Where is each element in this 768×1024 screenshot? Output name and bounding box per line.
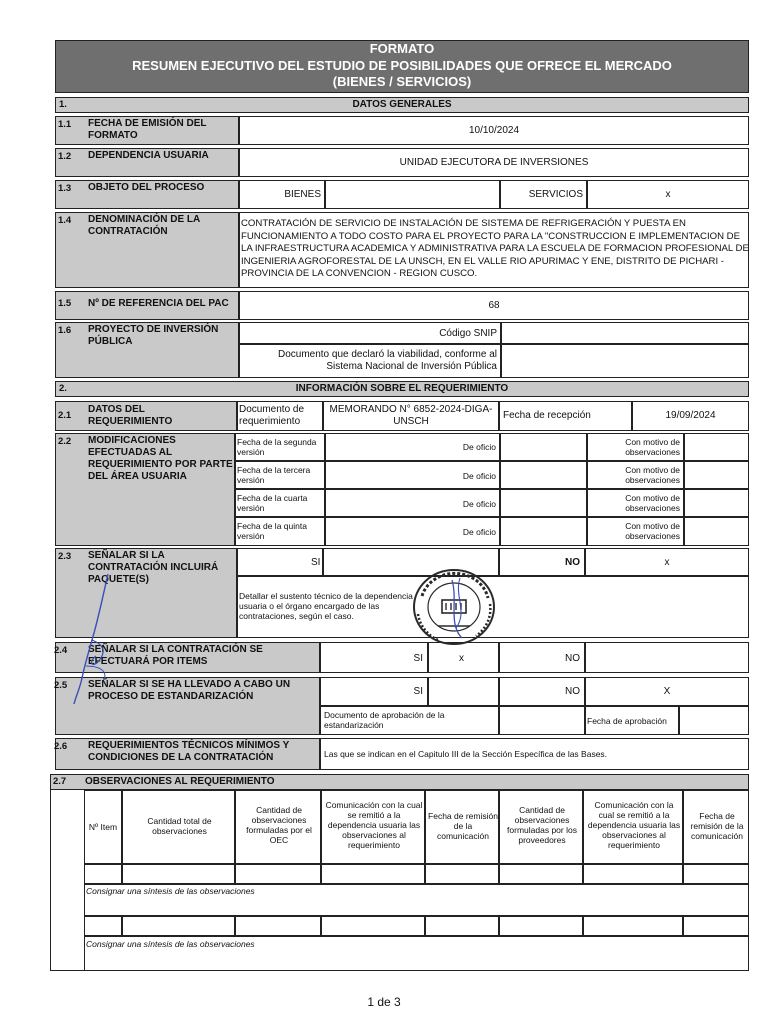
version-2-fecha-field[interactable] <box>500 433 587 461</box>
paquete-no-mark-cell[interactable] <box>585 548 749 576</box>
fecha-recepcion-value: 19/09/2024 <box>665 410 716 421</box>
row-2-5-number: 2.5 <box>54 680 68 691</box>
col-header-oec-text: Cantidad de observaciones formuladas por el OEC <box>246 805 312 845</box>
pac-value: 68 <box>488 300 500 311</box>
fecha-emision-field <box>239 116 749 145</box>
items-label: SEÑALAR SI LA CONTRATACIÓN SE EFECTUARÁ POR ITEMS <box>88 644 263 667</box>
bienes-cell <box>239 180 325 209</box>
dependencia-value: UNIDAD EJECUTORA DE INVERSIONES <box>399 157 589 168</box>
row-2-2-label <box>55 433 235 546</box>
pac-label: Nº DE REFERENCIA DEL PAC <box>88 298 229 309</box>
row-2-comunicacion-2[interactable] <box>583 916 683 936</box>
row-2-proveedores[interactable] <box>499 916 583 936</box>
row-1-synthesis-text: Consignar una síntesis de las observaciones <box>86 886 255 896</box>
version-3-oficio-cell[interactable] <box>325 461 500 489</box>
viabilidad-field[interactable] <box>501 344 749 378</box>
fecha-recepcion-label-cell <box>499 401 632 431</box>
snip-label-cell <box>239 322 501 344</box>
viabilidad-label: Documento que declaró la viabilidad, conforme al Sistema Nacional de Inversión Pública <box>277 349 497 372</box>
servicios-label: SERVICIOS <box>528 189 583 200</box>
snip-label: Código SNIP <box>439 328 497 339</box>
estandarizacion-si-mark-cell[interactable] <box>428 677 499 706</box>
row-1-fecha-2[interactable] <box>683 864 749 884</box>
row-1-1-number: 1.1 <box>58 119 72 130</box>
row-2-3-number: 2.3 <box>58 551 72 562</box>
fecha-aprobacion-cell <box>585 706 679 735</box>
estandarizacion-doc-cell <box>320 706 499 735</box>
row-2-fecha-1[interactable] <box>425 916 499 936</box>
items-no-label: NO <box>565 653 580 664</box>
version-2-motivo-cell <box>587 433 684 461</box>
documento-requerimiento-field <box>323 401 499 431</box>
estandarizacion-doc-label: Documento de aprobación de la estandarización <box>324 710 445 730</box>
row-2-7-header <box>50 774 749 790</box>
estandarizacion-doc-field[interactable] <box>499 706 585 735</box>
row-2-4-number: 2.4 <box>54 645 68 656</box>
row-1-5-number: 1.5 <box>58 298 72 309</box>
row-2-item[interactable] <box>84 916 122 936</box>
denominacion-field <box>239 212 749 288</box>
version-4-oficio-cell[interactable] <box>325 489 500 517</box>
proyecto-label: PROYECTO DE INVERSIÓN PÚBLICA <box>88 324 219 347</box>
row-2-fecha-2[interactable] <box>683 916 749 936</box>
objeto-label: OBJETO DEL PROCESO <box>88 182 205 193</box>
row-1-proveedores[interactable] <box>499 864 583 884</box>
row-2-total[interactable] <box>122 916 235 936</box>
col-header-total <box>122 790 235 864</box>
row-2-7-number: 2.7 <box>53 776 67 787</box>
estandarizacion-no-label: NO <box>565 686 580 697</box>
col-header-proveedores-text: Cantidad de observaciones formuladas por los proveedores <box>507 805 577 845</box>
row-1-5-label <box>55 291 239 320</box>
modificaciones-label: MODIFICACIONES EFECTUADAS AL REQUERIMIENTO POR PARTE DEL ÁREA USUARIA <box>88 435 233 482</box>
row-2-comunicacion-1[interactable] <box>321 916 425 936</box>
version-3-fecha-field[interactable] <box>500 461 587 489</box>
row-2-oec[interactable] <box>235 916 321 936</box>
row-1-comunicacion-2[interactable] <box>583 864 683 884</box>
row-1-6-label <box>55 322 239 378</box>
row-1-2-label <box>55 148 239 177</box>
datos-requerimiento-label: DATOS DEL REQUERIMIENTO <box>88 404 173 427</box>
section-1-number: 1. <box>59 99 67 110</box>
version-5-motivo: Con motivo de observaciones <box>625 521 680 541</box>
version-5-fecha-field[interactable] <box>500 517 587 546</box>
row-1-synthesis[interactable] <box>84 884 749 916</box>
version-3-motivo-cell <box>587 461 684 489</box>
version-2-oficio: De oficio <box>462 442 496 452</box>
section-1-title: DATOS GENERALES <box>352 99 452 110</box>
version-2-oficio-cell[interactable] <box>325 433 500 461</box>
documento-requerimiento-value: MEMORANDO N° 6852-2024-DIGA-UNSCH <box>329 404 493 427</box>
version-2-label: Fecha de la segunda versión <box>237 437 317 457</box>
version-5-oficio-cell[interactable] <box>325 517 500 546</box>
items-no-cell <box>499 642 585 673</box>
row-1-comunicacion-1[interactable] <box>321 864 425 884</box>
version-4-oficio: De oficio <box>462 499 496 509</box>
row-1-4-label <box>55 212 239 288</box>
version-3-motivo: Con motivo de observaciones <box>625 465 680 485</box>
fecha-emision-value: 10/10/2024 <box>468 125 520 136</box>
estandarizacion-si-cell <box>320 677 428 706</box>
requerimientos-tecnicos-field <box>320 738 749 770</box>
estandarizacion-no-mark-cell[interactable] <box>585 677 749 706</box>
section-2-header <box>55 381 749 397</box>
row-2-2-number: 2.2 <box>58 436 72 447</box>
servicios-mark-cell[interactable] <box>587 180 749 209</box>
dependencia-field <box>239 148 749 177</box>
col-header-comunicacion-2 <box>583 790 683 864</box>
version-4-motivo: Con motivo de observaciones <box>625 493 680 513</box>
items-si-mark: x <box>459 653 464 664</box>
paquete-detalle-text: Detallar el sustento técnico de la dependencia usuaria o el órgano encargado de las contrataciones, según el caso. <box>239 591 413 621</box>
version-5-motivo-cell <box>587 517 684 546</box>
estandarizacion-no-mark: X <box>663 686 671 697</box>
servicios-mark: x <box>665 189 671 200</box>
row-2-1-label <box>55 401 237 431</box>
row-1-oec[interactable] <box>235 864 321 884</box>
estandarizacion-label: SEÑALAR SI SE HA LLEVADO A CABO UN PROCESO DE ESTANDARIZACIÓN <box>88 679 291 702</box>
version-2-motivo-field[interactable] <box>684 433 749 461</box>
col-header-fecha-1-text: Fecha de remisión de la comunicación <box>428 811 498 841</box>
pac-field <box>239 291 749 320</box>
version-3-motivo-field[interactable] <box>684 461 749 489</box>
version-5-label-cell <box>235 517 325 546</box>
section-2-number: 2. <box>59 383 67 394</box>
row-1-item[interactable] <box>84 864 122 884</box>
row-2-6-label <box>55 738 320 770</box>
col-header-oec <box>235 790 321 864</box>
row-1-3-number: 1.3 <box>58 183 72 194</box>
version-3-label: Fecha de la tercera versión <box>237 465 311 485</box>
fecha-recepcion-field <box>632 401 749 431</box>
paquete-label: SEÑALAR SI LA CONTRATACIÓN INCLUIRÁ PAQUETE(S) <box>88 550 219 585</box>
row-1-total[interactable] <box>122 864 235 884</box>
version-4-fecha-field[interactable] <box>500 489 587 517</box>
version-5-label: Fecha de la quinta versión <box>237 521 307 541</box>
row-2-1-number: 2.1 <box>58 410 72 421</box>
paquete-no-label: NO <box>565 557 580 568</box>
version-4-motivo-cell <box>587 489 684 517</box>
items-si-label: SI <box>413 653 423 664</box>
observaciones-label: OBSERVACIONES AL REQUERIMIENTO <box>85 776 275 787</box>
version-2-motivo: Con motivo de observaciones <box>625 437 680 457</box>
documento-requerimiento-label-cell <box>237 401 323 431</box>
col-header-fecha-1 <box>425 790 499 864</box>
row-1-fecha-1[interactable] <box>425 864 499 884</box>
version-2-label-cell <box>235 433 325 461</box>
row-1-6-number: 1.6 <box>58 325 72 336</box>
documento-requerimiento-label: Documento de requerimiento <box>239 404 305 427</box>
document-header <box>55 40 749 93</box>
col-header-comunicacion-2-text: Comunicación con la cual se remitió a la dependencia usuaria las observaciones al requerimiento <box>587 800 681 850</box>
col-header-fecha-2 <box>683 790 749 864</box>
bienes-mark-cell[interactable] <box>325 180 500 209</box>
row-1-4-number: 1.4 <box>58 215 72 226</box>
header-line-3: (BIENES / SERVICIOS) <box>332 74 472 89</box>
requerimientos-tecnicos-value: Las que se indican en el Capitulo III de la Sección Específica de las Bases. <box>324 749 608 759</box>
page-number: 1 de 3 <box>367 995 401 1009</box>
fecha-aprobacion-field[interactable] <box>679 706 749 735</box>
version-3-oficio: De oficio <box>462 471 496 481</box>
estandarizacion-si-label: SI <box>413 686 423 697</box>
paquete-si-label: SI <box>311 557 321 568</box>
row-2-synthesis-text: Consignar una síntesis de las observaciones <box>86 939 255 949</box>
denominacion-value: CONTRATACIÓN DE SERVICIO DE INSTALACIÓN DE SISTEMA DE REFRIGERACIÓN Y PUESTA EN FUNCIONAMIENTO A TODO COSTO PARA EL PROYECTO PARA LA "CONSTRUCCION E IMPLEMENTACION DE LA INFRAESTRUCTURA ACADEMICA Y ADMINISTRATIVA PARA LA ESCUELA DE FORMACION PROFESIONAL DE INGENIERIA AGROFORESTAL DE LA UNSCH, EN EL VALLE RIO APURIMAC Y ENE, DISTRITO DE PICHARI - PROVINCIA DE LA CONVENCION - REGION CUSCO. <box>241 218 749 280</box>
col-header-item-text: Nº Item <box>88 822 118 832</box>
version-3-label-cell <box>235 461 325 489</box>
denominacion-label: DENOMINACIÓN DE LA CONTRATACIÓN <box>88 214 200 237</box>
col-header-proveedores <box>499 790 583 864</box>
bienes-label: BIENES <box>284 189 321 200</box>
version-4-label: Fecha de la cuarta versión <box>237 493 308 513</box>
col-header-item <box>84 790 122 864</box>
row-1-3-label <box>55 180 239 209</box>
servicios-cell <box>500 180 587 209</box>
requerimientos-tecnicos-label: REQUERIMIENTOS TÉCNICOS MÍNIMOS Y CONDICIONES DE LA CONTRATACIÓN <box>88 740 290 763</box>
viabilidad-label-cell <box>239 344 501 378</box>
abastecimiento-seal <box>408 566 500 648</box>
section-2-title: INFORMACIÓN SOBRE EL REQUERIMIENTO <box>295 383 509 394</box>
section-1-header <box>55 97 749 113</box>
handwritten-signature <box>68 570 128 710</box>
header-line-2: RESUMEN EJECUTIVO DEL ESTUDIO DE POSIBILIDADES QUE OFRECE EL MERCADO <box>132 58 672 73</box>
fecha-aprobacion-label: Fecha de aprobación <box>587 716 667 726</box>
col-header-total-text: Cantidad total de observaciones <box>147 816 212 836</box>
snip-field[interactable] <box>501 322 749 344</box>
items-no-mark-cell[interactable] <box>585 642 749 673</box>
version-4-label-cell <box>235 489 325 517</box>
row-2-synthesis[interactable] <box>84 936 749 971</box>
version-4-motivo-field[interactable] <box>684 489 749 517</box>
dependencia-label: DEPENDENCIA USUARIA <box>88 150 209 161</box>
row-1-1-label <box>55 116 239 145</box>
fecha-emision-label: FECHA DE EMISIÓN DEL FORMATO <box>88 118 207 141</box>
paquete-no-cell <box>499 548 585 576</box>
col-header-comunicacion-1 <box>321 790 425 864</box>
row-1-2-number: 1.2 <box>58 151 72 162</box>
version-5-motivo-field[interactable] <box>684 517 749 546</box>
row-2-6-number: 2.6 <box>54 741 68 752</box>
version-5-oficio: De oficio <box>462 527 496 537</box>
header-line-1: FORMATO <box>369 41 435 56</box>
col-header-comunicacion-1-text: Comunicación con la cual se remitió a la dependencia usuaria las observaciones al requerimiento <box>325 800 423 850</box>
col-header-fecha-2-text: Fecha de remisión de la comunicación <box>690 811 744 841</box>
paquete-no-mark: x <box>664 557 670 568</box>
estandarizacion-no-cell <box>499 677 585 706</box>
fecha-recepcion-label: Fecha de recepción <box>503 410 591 421</box>
